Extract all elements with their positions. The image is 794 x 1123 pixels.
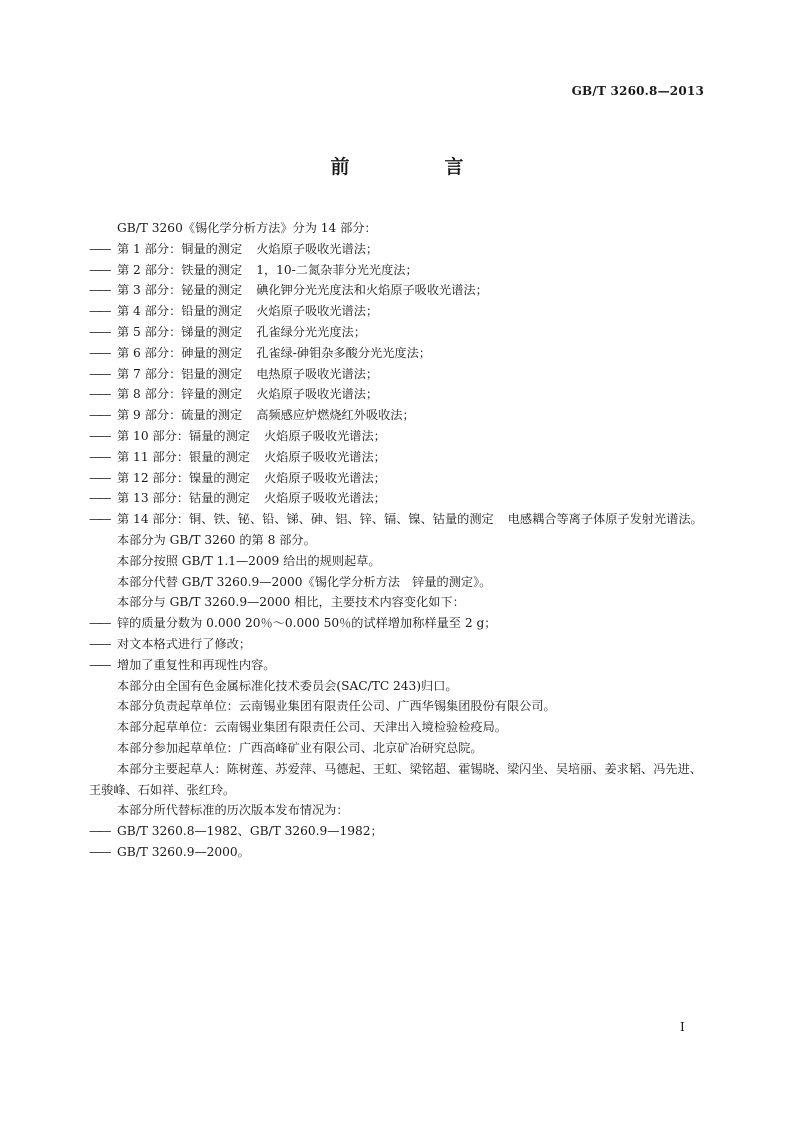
list-item: —— 第 8 部分：锌量的测定 火焰原子吸收光谱法；: [89, 387, 379, 402]
list-item: —— 第 3 部分：铋量的测定 碘化钾分光光度法和火焰原子吸收光谱法；: [89, 283, 488, 298]
list-item: —— 对文本格式进行了修改；: [89, 636, 252, 651]
list-item: —— 第 13 部分：钴量的测定 火焰原子吸收光谱法；: [89, 491, 386, 506]
list-item: —— 第 2 部分：铁量的测定 1，10-二氮杂菲分光光度法；: [89, 262, 418, 277]
list-item: —— 增加了重复性和再现性内容。: [89, 657, 276, 672]
responsible-units-paragraph: 本部分负责起草单位：云南锡业集团有限责任公司、广西华锡集团股份有限公司。: [117, 699, 556, 714]
list-item: —— 第 12 部分：镍量的测定 火焰原子吸收光谱法；: [89, 470, 386, 485]
list-item: —— 第 9 部分：硫量的测定 高频感应炉燃烧红外吸收法；: [89, 408, 415, 423]
list-item: —— 第 14 部分：铜、铁、铋、铅、锑、砷、铝、锌、镉、镍、钴量的测定 电感耦合等离子体原子发射光谱法。: [89, 512, 703, 527]
participating-units-paragraph: 本部分参加起草单位：广西高峰矿业有限公司、北京矿冶研究总院。: [117, 740, 483, 755]
replaces-paragraph: 本部分代替 GB/T 3260.9—2000《锡化学分析方法 锌量的测定》。: [117, 574, 492, 589]
drafting-units-paragraph: 本部分起草单位：云南锡业集团有限责任公司、天津出入境检验检疫局。: [117, 720, 507, 735]
drafters-paragraph: 本部分主要起草人：陈树莲、苏爱萍、马德起、王虹、梁铭超、霍锡晓、梁闪坐、吴培丽、姜求韬、冯先进、王骏峰、石如祥、张红玲。: [89, 761, 702, 797]
history-list: [89, 821, 709, 863]
parts-list: [89, 239, 709, 530]
committee-paragraph: 本部分由全国有色金属标准化技术委员会(SAC/TC 243)归口。: [117, 678, 458, 693]
list-item: —— 第 4 部分：铅量的测定 火焰原子吸收光谱法；: [89, 304, 379, 319]
changes-list: [89, 613, 709, 675]
page-number: I: [680, 1020, 685, 1034]
list-item: —— 第 5 部分：锑量的测定 孔雀绿分光光度法；: [89, 324, 366, 339]
list-item: —— 第 11 部分：银量的测定 火焰原子吸收光谱法；: [89, 449, 386, 464]
list-item: —— GB/T 3260.8—1982、GB/T 3260.9—1982；: [89, 824, 383, 839]
rules-paragraph: 本部分按照 GB/T 1.1—2009 给出的规则起草。: [117, 553, 381, 568]
list-item: —— 第 6 部分：砷量的测定 孔雀绿-砷钼杂多酸分光光度法；: [89, 345, 431, 360]
history-paragraph: 本部分所代替标准的历次版本发布情况为：: [117, 803, 349, 818]
page-title: 前 言: [330, 156, 502, 178]
list-item: —— 第 7 部分：铝量的测定 电热原子吸收光谱法；: [89, 366, 379, 381]
list-item: —— 第 1 部分：铜量的测定 火焰原子吸收光谱法；: [89, 241, 379, 256]
part-of-paragraph: 本部分为 GB/T 3260 的第 8 部分。: [117, 532, 316, 547]
document-code: GB/T 3260.8—2013: [571, 84, 704, 98]
changes-paragraph: 本部分与 GB/T 3260.9—2000 相比，主要技术内容变化如下：: [117, 595, 465, 610]
intro-paragraph: GB/T 3260《锡化学分析方法》分为 14 部分：: [117, 221, 377, 235]
foreword-body: [89, 218, 709, 863]
list-item: —— GB/T 3260.9—2000。: [89, 844, 250, 859]
list-item: —— 锌的质量分数为 0.000 20％～0.000 50％的试样增加称样量至 2 g；: [89, 616, 497, 631]
list-item: —— 第 10 部分：镉量的测定 火焰原子吸收光谱法；: [89, 428, 386, 443]
